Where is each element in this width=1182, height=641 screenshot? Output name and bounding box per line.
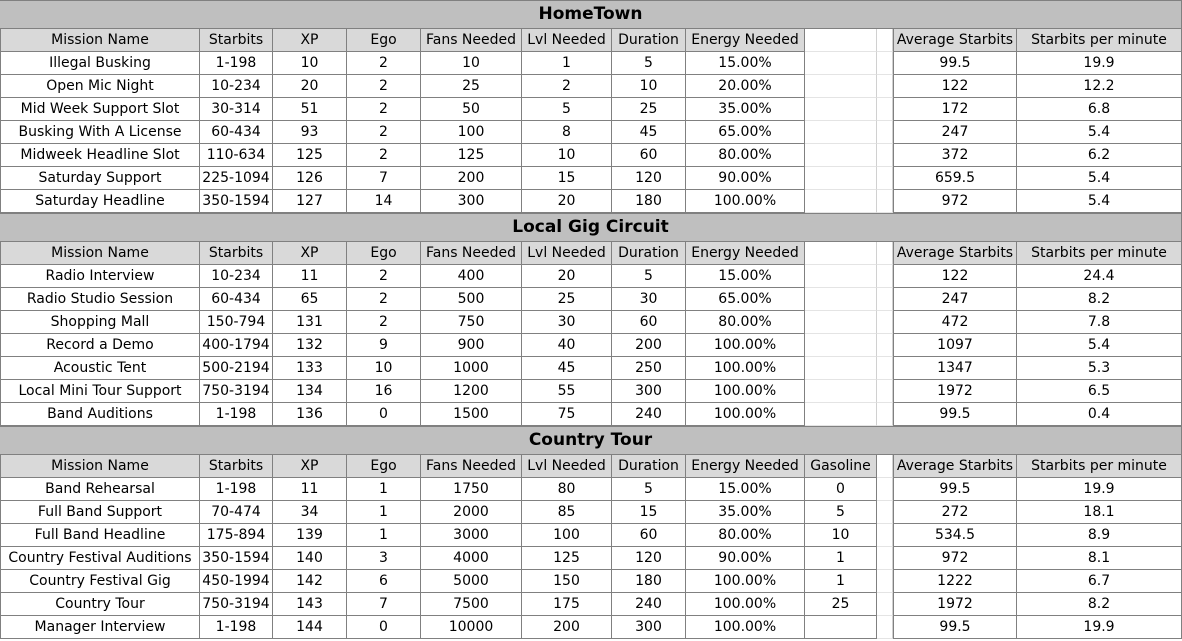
empty-cell[interactable] xyxy=(805,311,877,334)
cell-starbits[interactable]: 150-794 xyxy=(200,311,273,334)
cell-average-starbits[interactable]: 122 xyxy=(893,75,1017,98)
column-header-ego[interactable]: Ego xyxy=(347,29,421,52)
cell-starbits[interactable]: 450-1994 xyxy=(200,570,273,593)
cell-ego[interactable]: 1 xyxy=(347,478,421,501)
cell-average-starbits[interactable]: 972 xyxy=(893,190,1017,213)
cell-ego[interactable]: 7 xyxy=(347,593,421,616)
cell-ego[interactable]: 2 xyxy=(347,311,421,334)
column-header-xp[interactable]: XP xyxy=(273,455,347,478)
cell-average-starbits[interactable]: 659.5 xyxy=(893,167,1017,190)
cell-fans-needed[interactable]: 50 xyxy=(421,98,522,121)
cell-energy-needed[interactable]: 65.00% xyxy=(686,121,805,144)
cell-average-starbits[interactable]: 99.5 xyxy=(893,403,1017,426)
cell-lvl-needed[interactable]: 2 xyxy=(522,75,612,98)
cell-mission-name[interactable]: Midweek Headline Slot xyxy=(0,144,200,167)
cell-duration[interactable]: 240 xyxy=(612,403,686,426)
cell-lvl-needed[interactable]: 125 xyxy=(522,547,612,570)
cell-gasoline[interactable]: 0 xyxy=(805,478,877,501)
column-header-starbits-per-minute[interactable]: Starbits per minute xyxy=(1017,242,1182,265)
cell-xp[interactable]: 65 xyxy=(273,288,347,311)
column-header-ego[interactable]: Ego xyxy=(347,455,421,478)
cell-fans-needed[interactable]: 2000 xyxy=(421,501,522,524)
cell-mission-name[interactable]: Acoustic Tent xyxy=(0,357,200,380)
spacer-cell[interactable] xyxy=(877,455,893,478)
cell-starbits[interactable]: 110-634 xyxy=(200,144,273,167)
spacer-cell[interactable] xyxy=(877,52,893,75)
cell-xp[interactable]: 140 xyxy=(273,547,347,570)
cell-fans-needed[interactable]: 1750 xyxy=(421,478,522,501)
cell-starbits-per-minute[interactable]: 19.9 xyxy=(1017,478,1182,501)
spacer-cell[interactable] xyxy=(877,570,893,593)
column-header-fans-needed[interactable]: Fans Needed xyxy=(421,242,522,265)
cell-mission-name[interactable]: Shopping Mall xyxy=(0,311,200,334)
cell-duration[interactable]: 5 xyxy=(612,265,686,288)
spacer-cell[interactable] xyxy=(877,190,893,213)
cell-starbits[interactable]: 750-3194 xyxy=(200,593,273,616)
spacer-cell[interactable] xyxy=(877,616,893,639)
cell-starbits[interactable]: 1-198 xyxy=(200,403,273,426)
cell-duration[interactable]: 60 xyxy=(612,524,686,547)
cell-starbits[interactable]: 70-474 xyxy=(200,501,273,524)
cell-lvl-needed[interactable]: 40 xyxy=(522,334,612,357)
cell-ego[interactable]: 2 xyxy=(347,52,421,75)
cell-ego[interactable]: 2 xyxy=(347,265,421,288)
column-header-xp[interactable]: XP xyxy=(273,29,347,52)
cell-starbits[interactable]: 1-198 xyxy=(200,52,273,75)
cell-mission-name[interactable]: Country Festival Auditions xyxy=(0,547,200,570)
cell-mission-name[interactable]: Manager Interview xyxy=(0,616,200,639)
spacer-cell[interactable] xyxy=(877,265,893,288)
cell-average-starbits[interactable]: 247 xyxy=(893,121,1017,144)
cell-xp[interactable]: 10 xyxy=(273,52,347,75)
cell-xp[interactable]: 139 xyxy=(273,524,347,547)
cell-energy-needed[interactable]: 90.00% xyxy=(686,547,805,570)
empty-cell[interactable] xyxy=(805,144,877,167)
cell-ego[interactable]: 6 xyxy=(347,570,421,593)
cell-mission-name[interactable]: Illegal Busking xyxy=(0,52,200,75)
spacer-cell[interactable] xyxy=(877,242,893,265)
cell-starbits-per-minute[interactable]: 18.1 xyxy=(1017,501,1182,524)
cell-lvl-needed[interactable]: 15 xyxy=(522,167,612,190)
cell-energy-needed[interactable]: 80.00% xyxy=(686,311,805,334)
cell-starbits[interactable]: 1-198 xyxy=(200,616,273,639)
column-header-duration[interactable]: Duration xyxy=(612,455,686,478)
cell-starbits[interactable]: 500-2194 xyxy=(200,357,273,380)
cell-energy-needed[interactable]: 100.00% xyxy=(686,190,805,213)
cell-gasoline[interactable]: 25 xyxy=(805,593,877,616)
cell-xp[interactable]: 34 xyxy=(273,501,347,524)
cell-duration[interactable]: 25 xyxy=(612,98,686,121)
cell-average-starbits[interactable]: 99.5 xyxy=(893,616,1017,639)
cell-average-starbits[interactable]: 99.5 xyxy=(893,478,1017,501)
cell-lvl-needed[interactable]: 85 xyxy=(522,501,612,524)
cell-ego[interactable]: 2 xyxy=(347,288,421,311)
cell-lvl-needed[interactable]: 20 xyxy=(522,265,612,288)
cell-gasoline[interactable]: 1 xyxy=(805,547,877,570)
cell-energy-needed[interactable]: 100.00% xyxy=(686,334,805,357)
cell-starbits-per-minute[interactable]: 6.2 xyxy=(1017,144,1182,167)
cell-starbits-per-minute[interactable]: 6.7 xyxy=(1017,570,1182,593)
cell-fans-needed[interactable]: 750 xyxy=(421,311,522,334)
cell-duration[interactable]: 120 xyxy=(612,167,686,190)
cell-duration[interactable]: 45 xyxy=(612,121,686,144)
spacer-cell[interactable] xyxy=(877,501,893,524)
cell-duration[interactable]: 60 xyxy=(612,311,686,334)
empty-cell[interactable] xyxy=(805,334,877,357)
cell-starbits-per-minute[interactable]: 6.8 xyxy=(1017,98,1182,121)
cell-starbits[interactable]: 350-1594 xyxy=(200,547,273,570)
cell-lvl-needed[interactable]: 25 xyxy=(522,288,612,311)
cell-fans-needed[interactable]: 10000 xyxy=(421,616,522,639)
cell-starbits-per-minute[interactable]: 19.9 xyxy=(1017,616,1182,639)
column-header-energy-needed[interactable]: Energy Needed xyxy=(686,455,805,478)
cell-xp[interactable]: 134 xyxy=(273,380,347,403)
cell-lvl-needed[interactable]: 1 xyxy=(522,52,612,75)
cell-fans-needed[interactable]: 4000 xyxy=(421,547,522,570)
cell-energy-needed[interactable]: 15.00% xyxy=(686,265,805,288)
cell-fans-needed[interactable]: 1000 xyxy=(421,357,522,380)
cell-duration[interactable]: 250 xyxy=(612,357,686,380)
spacer-cell[interactable] xyxy=(877,75,893,98)
column-header-energy-needed[interactable]: Energy Needed xyxy=(686,242,805,265)
cell-starbits-per-minute[interactable]: 19.9 xyxy=(1017,52,1182,75)
cell-mission-name[interactable]: Record a Demo xyxy=(0,334,200,357)
cell-lvl-needed[interactable]: 20 xyxy=(522,190,612,213)
cell-xp[interactable]: 127 xyxy=(273,190,347,213)
cell-energy-needed[interactable]: 20.00% xyxy=(686,75,805,98)
cell-starbits[interactable]: 60-434 xyxy=(200,121,273,144)
cell-energy-needed[interactable]: 15.00% xyxy=(686,478,805,501)
cell-mission-name[interactable]: Open Mic Night xyxy=(0,75,200,98)
cell-starbits[interactable]: 400-1794 xyxy=(200,334,273,357)
cell-starbits-per-minute[interactable]: 5.4 xyxy=(1017,334,1182,357)
cell-mission-name[interactable]: Saturday Support xyxy=(0,167,200,190)
column-header-starbits-per-minute[interactable]: Starbits per minute xyxy=(1017,455,1182,478)
cell-xp[interactable]: 11 xyxy=(273,478,347,501)
cell-fans-needed[interactable]: 200 xyxy=(421,167,522,190)
cell-starbits-per-minute[interactable]: 5.4 xyxy=(1017,190,1182,213)
cell-starbits[interactable]: 1-198 xyxy=(200,478,273,501)
cell-average-starbits[interactable]: 272 xyxy=(893,501,1017,524)
cell-xp[interactable]: 132 xyxy=(273,334,347,357)
column-header-duration[interactable]: Duration xyxy=(612,242,686,265)
cell-starbits-per-minute[interactable]: 7.8 xyxy=(1017,311,1182,334)
spacer-cell[interactable] xyxy=(877,121,893,144)
spacer-cell[interactable] xyxy=(877,98,893,121)
cell-mission-name[interactable]: Band Auditions xyxy=(0,403,200,426)
empty-cell[interactable] xyxy=(805,167,877,190)
cell-starbits[interactable]: 10-234 xyxy=(200,265,273,288)
cell-starbits[interactable]: 175-894 xyxy=(200,524,273,547)
cell-mission-name[interactable]: Radio Interview xyxy=(0,265,200,288)
cell-lvl-needed[interactable]: 80 xyxy=(522,478,612,501)
empty-cell[interactable] xyxy=(805,121,877,144)
cell-xp[interactable]: 143 xyxy=(273,593,347,616)
cell-average-starbits[interactable]: 372 xyxy=(893,144,1017,167)
cell-gasoline[interactable]: 5 xyxy=(805,501,877,524)
spacer-cell[interactable] xyxy=(877,547,893,570)
cell-xp[interactable]: 136 xyxy=(273,403,347,426)
cell-duration[interactable]: 180 xyxy=(612,570,686,593)
cell-ego[interactable]: 1 xyxy=(347,501,421,524)
cell-gasoline[interactable] xyxy=(805,616,877,639)
column-header-average-starbits[interactable]: Average Starbits xyxy=(893,455,1017,478)
cell-mission-name[interactable]: Saturday Headline xyxy=(0,190,200,213)
spacer-cell[interactable] xyxy=(877,29,893,52)
cell-starbits-per-minute[interactable]: 8.1 xyxy=(1017,547,1182,570)
cell-duration[interactable]: 120 xyxy=(612,547,686,570)
cell-starbits-per-minute[interactable]: 8.2 xyxy=(1017,288,1182,311)
cell-duration[interactable]: 300 xyxy=(612,616,686,639)
cell-fans-needed[interactable]: 7500 xyxy=(421,593,522,616)
column-header-lvl-needed[interactable]: Lvl Needed xyxy=(522,455,612,478)
cell-fans-needed[interactable]: 10 xyxy=(421,52,522,75)
cell-average-starbits[interactable]: 99.5 xyxy=(893,52,1017,75)
cell-starbits[interactable]: 350-1594 xyxy=(200,190,273,213)
cell-starbits[interactable]: 750-3194 xyxy=(200,380,273,403)
cell-mission-name[interactable]: Mid Week Support Slot xyxy=(0,98,200,121)
cell-starbits-per-minute[interactable]: 6.5 xyxy=(1017,380,1182,403)
empty-cell[interactable] xyxy=(805,29,877,52)
cell-duration[interactable]: 5 xyxy=(612,52,686,75)
column-header-ego[interactable]: Ego xyxy=(347,242,421,265)
cell-duration[interactable]: 180 xyxy=(612,190,686,213)
spacer-cell[interactable] xyxy=(877,288,893,311)
cell-ego[interactable]: 16 xyxy=(347,380,421,403)
cell-average-starbits[interactable]: 972 xyxy=(893,547,1017,570)
cell-mission-name[interactable]: Country Tour xyxy=(0,593,200,616)
cell-average-starbits[interactable]: 534.5 xyxy=(893,524,1017,547)
column-header-starbits[interactable]: Starbits xyxy=(200,455,273,478)
cell-ego[interactable]: 14 xyxy=(347,190,421,213)
cell-energy-needed[interactable]: 100.00% xyxy=(686,403,805,426)
column-header-lvl-needed[interactable]: Lvl Needed xyxy=(522,242,612,265)
cell-mission-name[interactable]: Full Band Support xyxy=(0,501,200,524)
cell-lvl-needed[interactable]: 200 xyxy=(522,616,612,639)
cell-average-starbits[interactable]: 1097 xyxy=(893,334,1017,357)
cell-duration[interactable]: 300 xyxy=(612,380,686,403)
cell-fans-needed[interactable]: 300 xyxy=(421,190,522,213)
spacer-cell[interactable] xyxy=(877,524,893,547)
cell-average-starbits[interactable]: 1972 xyxy=(893,593,1017,616)
cell-ego[interactable]: 10 xyxy=(347,357,421,380)
cell-mission-name[interactable]: Band Rehearsal xyxy=(0,478,200,501)
cell-lvl-needed[interactable]: 175 xyxy=(522,593,612,616)
cell-xp[interactable]: 142 xyxy=(273,570,347,593)
empty-cell[interactable] xyxy=(805,75,877,98)
cell-xp[interactable]: 11 xyxy=(273,265,347,288)
section-title-local-gig-circuit[interactable]: Local Gig Circuit xyxy=(0,213,1182,242)
section-title-hometown[interactable]: HomeTown xyxy=(0,0,1182,29)
cell-lvl-needed[interactable]: 75 xyxy=(522,403,612,426)
column-header-lvl-needed[interactable]: Lvl Needed xyxy=(522,29,612,52)
cell-starbits-per-minute[interactable]: 12.2 xyxy=(1017,75,1182,98)
cell-xp[interactable]: 131 xyxy=(273,311,347,334)
cell-ego[interactable]: 2 xyxy=(347,98,421,121)
cell-lvl-needed[interactable]: 8 xyxy=(522,121,612,144)
section-title-country-tour[interactable]: Country Tour xyxy=(0,426,1182,455)
cell-average-starbits[interactable]: 472 xyxy=(893,311,1017,334)
cell-ego[interactable]: 0 xyxy=(347,403,421,426)
cell-ego[interactable]: 2 xyxy=(347,75,421,98)
spacer-cell[interactable] xyxy=(877,144,893,167)
spacer-cell[interactable] xyxy=(877,478,893,501)
cell-lvl-needed[interactable]: 100 xyxy=(522,524,612,547)
cell-lvl-needed[interactable]: 45 xyxy=(522,357,612,380)
column-header-fans-needed[interactable]: Fans Needed xyxy=(421,29,522,52)
cell-starbits[interactable]: 225-1094 xyxy=(200,167,273,190)
cell-energy-needed[interactable]: 100.00% xyxy=(686,357,805,380)
column-header-starbits[interactable]: Starbits xyxy=(200,29,273,52)
cell-xp[interactable]: 93 xyxy=(273,121,347,144)
cell-xp[interactable]: 126 xyxy=(273,167,347,190)
spacer-cell[interactable] xyxy=(877,380,893,403)
column-header-average-starbits[interactable]: Average Starbits xyxy=(893,29,1017,52)
cell-fans-needed[interactable]: 1500 xyxy=(421,403,522,426)
empty-cell[interactable] xyxy=(805,98,877,121)
cell-fans-needed[interactable]: 125 xyxy=(421,144,522,167)
cell-energy-needed[interactable]: 80.00% xyxy=(686,524,805,547)
column-header-starbits-per-minute[interactable]: Starbits per minute xyxy=(1017,29,1182,52)
column-header-gasoline[interactable]: Gasoline xyxy=(805,455,877,478)
cell-starbits-per-minute[interactable]: 24.4 xyxy=(1017,265,1182,288)
empty-cell[interactable] xyxy=(805,265,877,288)
cell-fans-needed[interactable]: 900 xyxy=(421,334,522,357)
cell-xp[interactable]: 51 xyxy=(273,98,347,121)
cell-starbits-per-minute[interactable]: 0.4 xyxy=(1017,403,1182,426)
cell-starbits-per-minute[interactable]: 8.2 xyxy=(1017,593,1182,616)
spacer-cell[interactable] xyxy=(877,357,893,380)
cell-mission-name[interactable]: Busking With A License xyxy=(0,121,200,144)
empty-cell[interactable] xyxy=(805,288,877,311)
cell-fans-needed[interactable]: 100 xyxy=(421,121,522,144)
cell-ego[interactable]: 0 xyxy=(347,616,421,639)
cell-starbits[interactable]: 10-234 xyxy=(200,75,273,98)
cell-average-starbits[interactable]: 122 xyxy=(893,265,1017,288)
column-header-mission-name[interactable]: Mission Name xyxy=(0,242,200,265)
cell-energy-needed[interactable]: 15.00% xyxy=(686,52,805,75)
spacer-cell[interactable] xyxy=(877,334,893,357)
empty-cell[interactable] xyxy=(805,242,877,265)
empty-cell[interactable] xyxy=(805,52,877,75)
cell-ego[interactable]: 2 xyxy=(347,121,421,144)
empty-cell[interactable] xyxy=(805,190,877,213)
cell-fans-needed[interactable]: 5000 xyxy=(421,570,522,593)
cell-duration[interactable]: 30 xyxy=(612,288,686,311)
cell-duration[interactable]: 60 xyxy=(612,144,686,167)
cell-energy-needed[interactable]: 65.00% xyxy=(686,288,805,311)
cell-lvl-needed[interactable]: 55 xyxy=(522,380,612,403)
cell-ego[interactable]: 1 xyxy=(347,524,421,547)
cell-xp[interactable]: 125 xyxy=(273,144,347,167)
cell-average-starbits[interactable]: 1347 xyxy=(893,357,1017,380)
cell-energy-needed[interactable]: 100.00% xyxy=(686,593,805,616)
cell-ego[interactable]: 7 xyxy=(347,167,421,190)
cell-average-starbits[interactable]: 247 xyxy=(893,288,1017,311)
spacer-cell[interactable] xyxy=(877,311,893,334)
cell-mission-name[interactable]: Full Band Headline xyxy=(0,524,200,547)
cell-gasoline[interactable]: 10 xyxy=(805,524,877,547)
cell-fans-needed[interactable]: 3000 xyxy=(421,524,522,547)
cell-duration[interactable]: 200 xyxy=(612,334,686,357)
empty-cell[interactable] xyxy=(805,380,877,403)
cell-energy-needed[interactable]: 90.00% xyxy=(686,167,805,190)
cell-average-starbits[interactable]: 172 xyxy=(893,98,1017,121)
cell-starbits-per-minute[interactable]: 5.4 xyxy=(1017,121,1182,144)
cell-fans-needed[interactable]: 400 xyxy=(421,265,522,288)
column-header-starbits[interactable]: Starbits xyxy=(200,242,273,265)
cell-lvl-needed[interactable]: 5 xyxy=(522,98,612,121)
cell-lvl-needed[interactable]: 10 xyxy=(522,144,612,167)
cell-lvl-needed[interactable]: 150 xyxy=(522,570,612,593)
empty-cell[interactable] xyxy=(805,403,877,426)
cell-starbits-per-minute[interactable]: 5.4 xyxy=(1017,167,1182,190)
cell-energy-needed[interactable]: 100.00% xyxy=(686,616,805,639)
cell-fans-needed[interactable]: 500 xyxy=(421,288,522,311)
spacer-cell[interactable] xyxy=(877,403,893,426)
cell-lvl-needed[interactable]: 30 xyxy=(522,311,612,334)
cell-average-starbits[interactable]: 1972 xyxy=(893,380,1017,403)
column-header-mission-name[interactable]: Mission Name xyxy=(0,455,200,478)
spacer-cell[interactable] xyxy=(877,593,893,616)
cell-energy-needed[interactable]: 100.00% xyxy=(686,380,805,403)
cell-fans-needed[interactable]: 25 xyxy=(421,75,522,98)
cell-ego[interactable]: 9 xyxy=(347,334,421,357)
column-header-xp[interactable]: XP xyxy=(273,242,347,265)
cell-ego[interactable]: 2 xyxy=(347,144,421,167)
empty-cell[interactable] xyxy=(805,357,877,380)
cell-starbits-per-minute[interactable]: 8.9 xyxy=(1017,524,1182,547)
cell-average-starbits[interactable]: 1222 xyxy=(893,570,1017,593)
cell-mission-name[interactable]: Country Festival Gig xyxy=(0,570,200,593)
cell-ego[interactable]: 3 xyxy=(347,547,421,570)
cell-mission-name[interactable]: Radio Studio Session xyxy=(0,288,200,311)
column-header-average-starbits[interactable]: Average Starbits xyxy=(893,242,1017,265)
cell-xp[interactable]: 20 xyxy=(273,75,347,98)
cell-energy-needed[interactable]: 35.00% xyxy=(686,501,805,524)
cell-xp[interactable]: 133 xyxy=(273,357,347,380)
spacer-cell[interactable] xyxy=(877,167,893,190)
cell-energy-needed[interactable]: 100.00% xyxy=(686,570,805,593)
cell-duration[interactable]: 10 xyxy=(612,75,686,98)
cell-mission-name[interactable]: Local Mini Tour Support xyxy=(0,380,200,403)
column-header-fans-needed[interactable]: Fans Needed xyxy=(421,455,522,478)
column-header-energy-needed[interactable]: Energy Needed xyxy=(686,29,805,52)
cell-duration[interactable]: 15 xyxy=(612,501,686,524)
cell-gasoline[interactable]: 1 xyxy=(805,570,877,593)
column-header-mission-name[interactable]: Mission Name xyxy=(0,29,200,52)
cell-fans-needed[interactable]: 1200 xyxy=(421,380,522,403)
cell-starbits-per-minute[interactable]: 5.3 xyxy=(1017,357,1182,380)
cell-duration[interactable]: 5 xyxy=(612,478,686,501)
column-header-duration[interactable]: Duration xyxy=(612,29,686,52)
cell-energy-needed[interactable]: 35.00% xyxy=(686,98,805,121)
cell-starbits[interactable]: 60-434 xyxy=(200,288,273,311)
cell-xp[interactable]: 144 xyxy=(273,616,347,639)
cell-duration[interactable]: 240 xyxy=(612,593,686,616)
cell-starbits[interactable]: 30-314 xyxy=(200,98,273,121)
cell-energy-needed[interactable]: 80.00% xyxy=(686,144,805,167)
